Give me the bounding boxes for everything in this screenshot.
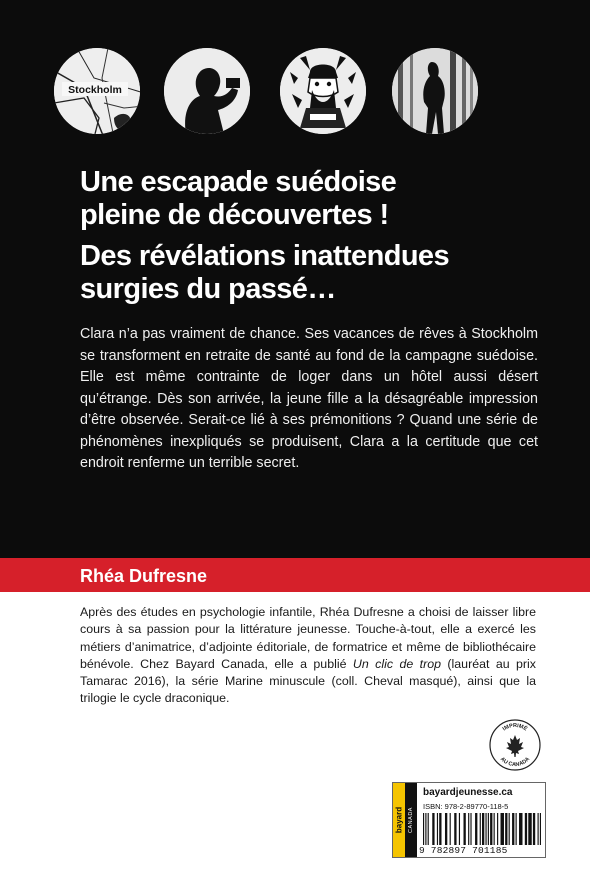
bayard-sub-brand: CANADA: [408, 807, 414, 833]
author-name: Rhéa Dufresne: [80, 566, 208, 586]
barcode-bar: [509, 813, 510, 845]
map-icon: [54, 48, 140, 134]
forest-silhouette-icon: [392, 48, 478, 134]
seal-bottom-text: AU CANADA: [498, 756, 532, 769]
viking-icon: [280, 48, 366, 134]
author-biography: [80, 604, 536, 708]
headline-escapade: [80, 166, 396, 232]
barcode-bar: [432, 813, 434, 845]
headline-revelations: [80, 240, 449, 306]
barcode-bar: [480, 813, 481, 845]
barcode-bar: [485, 813, 486, 845]
map-label: Stockholm: [68, 84, 122, 96]
publisher-barcode-box: [392, 782, 546, 858]
barcode-bar: [470, 813, 471, 845]
barcode-bar: [533, 813, 535, 845]
barcode-bar: [423, 813, 424, 845]
barcode-bar: [482, 813, 484, 845]
barcode-bar: [494, 813, 495, 845]
publisher-website: bayardjeunesse.ca: [423, 787, 513, 798]
barcode-bar: [490, 813, 492, 845]
barcode-bar: [540, 813, 541, 845]
barcode-bar: [516, 813, 517, 845]
barcode: [423, 813, 541, 845]
barcode-bar: [501, 813, 504, 845]
barcode-bar: [463, 813, 465, 845]
barcode-bar: [512, 813, 514, 845]
barcode-bar: [428, 813, 429, 845]
bio-book-title: Un clic de trop: [352, 656, 441, 671]
barcode-bar: [488, 813, 489, 845]
headline-line: Une escapade suédoise: [80, 166, 397, 198]
headline-line: Des révélations inattendues: [80, 240, 449, 272]
bio-text: Après des études en psychologie infantile, Rhéa Dufresne a choisi de laisser libre cours à sa passion pour la littérature jeunesse. Touche-à-tout, elle a exercé les métiers d’animatrice, d’adjointe éditoriale, de formatrice et même de bibliothécaire bénévole. Chez Bayard Canada, elle a publié: [80, 605, 536, 671]
barcode-bar: [459, 813, 460, 845]
barcode-bar: [497, 813, 498, 845]
barcode-bar: [450, 813, 451, 845]
barcode-digits: 9 782897 701185: [419, 845, 508, 856]
barcode-bar: [425, 813, 426, 845]
barcode-bar: [454, 813, 456, 845]
printed-in-canada-seal: [488, 718, 542, 772]
barcode-bar: [445, 813, 447, 845]
barcode-bar: [505, 813, 507, 845]
barcode-bar: [525, 813, 527, 845]
bayard-logo: [393, 783, 405, 857]
barcode-bar: [519, 813, 522, 845]
headline-line: pleine de découvertes !: [80, 199, 389, 231]
bayard-canada-strip: [405, 783, 417, 857]
back-cover-blurb: Clara n’a pas vraiment de chance. Ses vacances de rêves à Stockholm se transforment en retraite de santé au fond de la campagne suédoise. Elle est même contrainte de loger dans un hôtel aussi désert qu’étrange. Dès son arrivée, la jeune fille a la désagréable impression d’être observée. Serait-ce lié à ses prémonitions ? Quand une série de phénomènes inexpliqués se produisent, Clara a la certitude que cet endroit renferme un terrible secret.: [80, 326, 538, 471]
barcode-bar: [437, 813, 438, 845]
bio-text: (lauréat au prix Tamarac 2016), la série Marine minuscule (coll. Cheval masqué), ainsi que la trilogie le cycle draconique.: [80, 656, 536, 706]
seal-top-text: IMPRIMÉ: [501, 723, 529, 733]
woman-photographing-icon: [164, 48, 250, 134]
headline-line: surgies du passé…: [80, 273, 336, 305]
barcode-bar: [439, 813, 441, 845]
barcode-bar: [475, 813, 477, 845]
barcode-bar: [468, 813, 469, 845]
barcode-bar: [538, 813, 539, 845]
isbn: ISBN: 978-2-89770-118-5: [423, 802, 509, 811]
barcode-bar: [528, 813, 531, 845]
bayard-brand: bayard: [394, 806, 404, 834]
